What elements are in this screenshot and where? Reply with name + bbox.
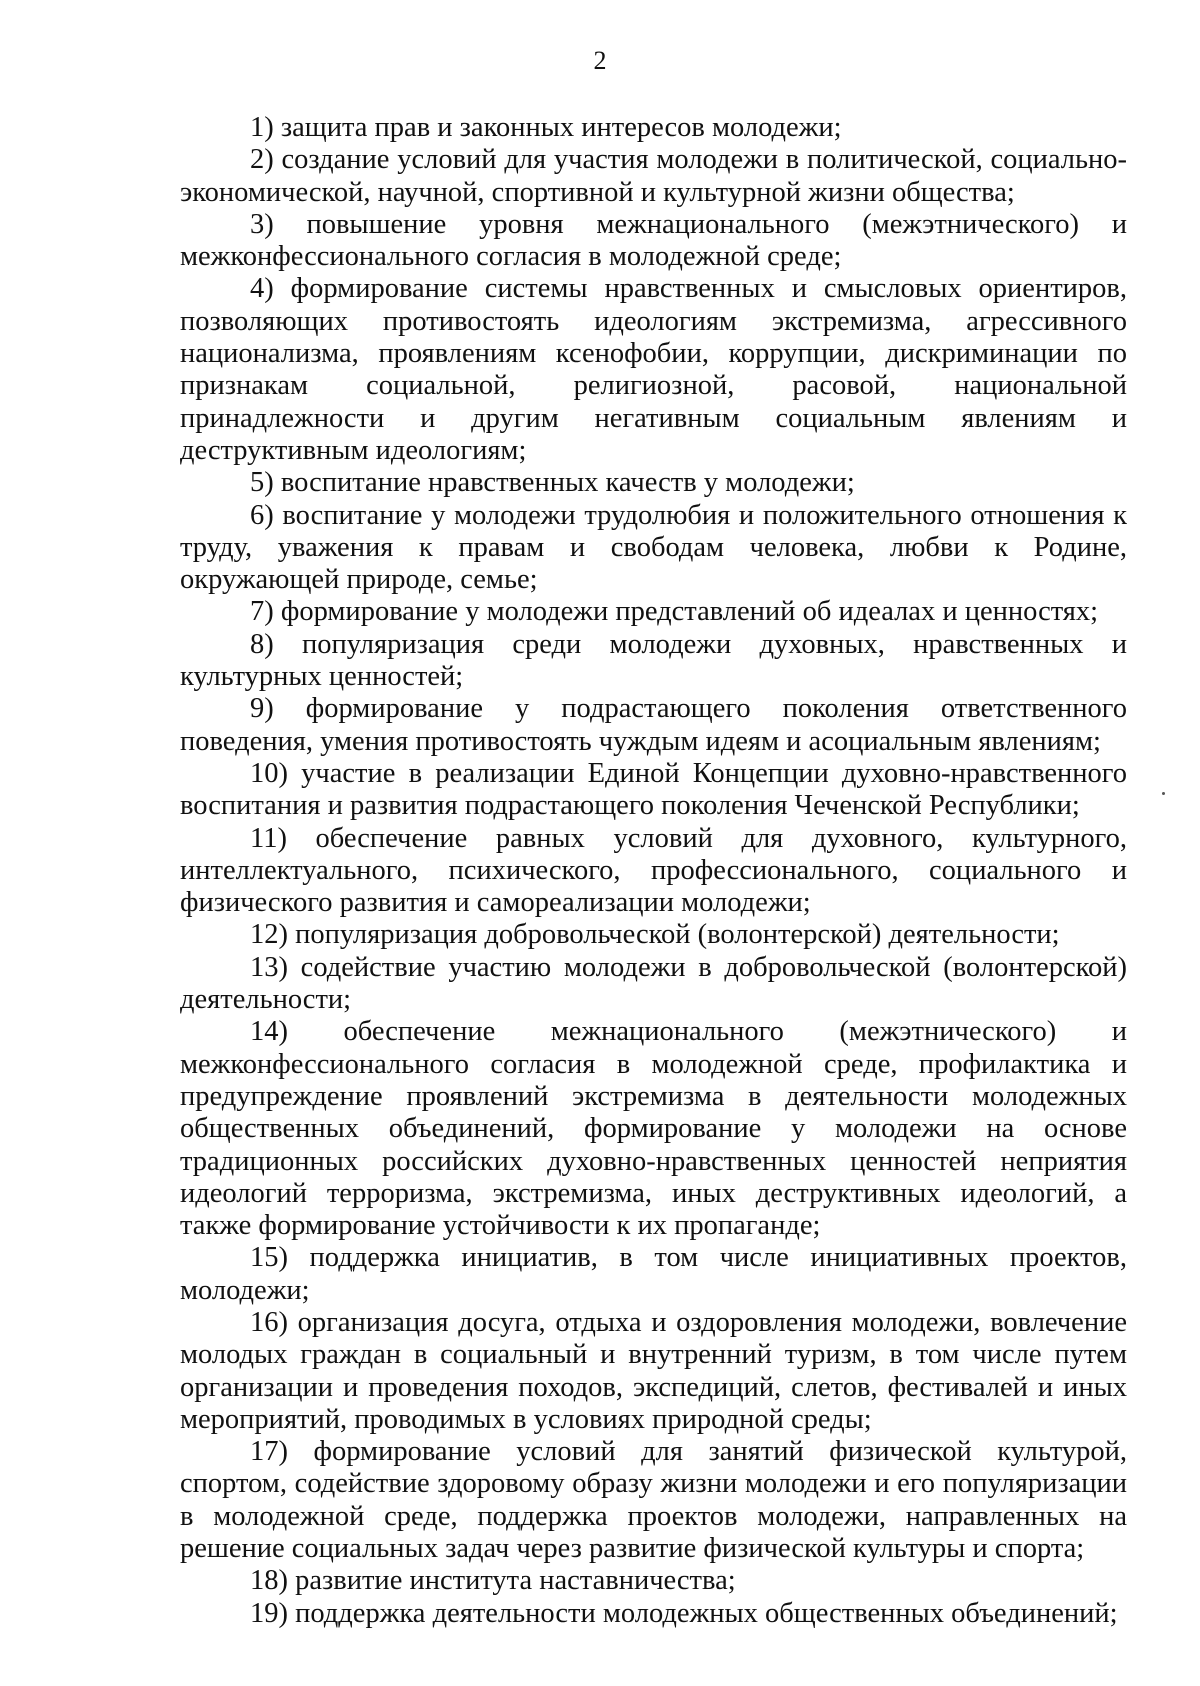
list-item: 3) повышение уровня межнационального (межэтнического) и межконфессионального согласия в молодежной среде; (180, 208, 1127, 273)
scan-speck (1162, 792, 1165, 795)
list-item: 18) развитие института наставничества; (250, 1565, 736, 1597)
list-item: 14) обеспечение межнационального (межэтнического) и межконфессионального согласия в молодежной среде, профилактика и предупреждение проявлений экстремизма в деятельности молодежных общественных объединений, формирование у молодежи на основе традиционных российских духовно-нравственных ценностей неприятия идеологий терроризма, экстремизма, иных деструктивных идеологий, а также формирование устойчивости к их пропаганде; (180, 1016, 1127, 1242)
list-item: 5) воспитание нравственных качеств у молодежи; (250, 467, 855, 499)
page-number: 2 (593, 46, 607, 75)
list-item: 16) организация досуга, отдыха и оздоровления молодежи, вовлечение молодых граждан в социальный и внутренний туризм, в том числе путем организации и проведения походов, экспедиций, слетов, фестивалей и иных мероприятий, проводимых в условиях природной среды; (180, 1306, 1127, 1435)
list-item: 19) поддержка деятельности молодежных общественных объединений; (250, 1597, 1118, 1629)
list-item: 1) защита прав и законных интересов молодежи; (250, 112, 842, 143)
list-item: 17) формирование условий для занятий физической культурой, спортом, содействие здоровому образу жизни молодежи и его популяризации в молодежной среде, поддержка проектов молодежи, направленных на решение социальных задач через развитие физической культуры и спорта; (180, 1436, 1127, 1565)
list-item: 13) содействие участию молодежи в добровольческой (волонтерской) деятельности; (180, 951, 1127, 1016)
list-item: 4) формирование системы нравственных и смысловых ориентиров, позволяющих противостоять идеологиям экстремизма, агрессивного национализма, проявлениям ксенофобии, коррупции, дискриминации по признакам социальной, религиозной, расовой, национальной принадлежности и другим негативным социальным явлениям и деструктивным идеологиям; (180, 273, 1127, 466)
list-item: 10) участие в реализации Единой Концепции духовно-нравственного воспитания и развития подрастающего поколения Чеченской Республики; (180, 757, 1127, 822)
list-item: 12) популяризация добровольческой (волонтерской) деятельности; (250, 919, 1060, 951)
list-item: 8) популяризация среди молодежи духовных, нравственных и культурных ценностей; (180, 628, 1127, 693)
list-item: 15) поддержка инициатив, в том числе инициативных проектов, молодежи; (180, 1242, 1127, 1306)
document-body (180, 112, 1127, 1630)
list-item: 2) создание условий для участия молодежи в политической, социально-экономической, научной, спортивной и культурной жизни общества; (180, 144, 1127, 208)
list-item: 7) формирование у молодежи представлений об идеалах и ценностях; (250, 596, 1099, 628)
list-item: 11) обеспечение равных условий для духовного, культурного, интеллектуального, психического, профессионального, социального и физического развития и самореализации молодежи; (180, 822, 1127, 919)
list-item: 9) формирование у подрастающего поколения ответственного поведения, умения противостоять чуждым идеям и асоциальным явлениям; (180, 693, 1127, 757)
list-item: 6) воспитание у молодежи трудолюбия и положительного отношения к труду, уважения к правам и свободам человека, любви к Родине, окружающей природе, семье; (180, 499, 1127, 596)
